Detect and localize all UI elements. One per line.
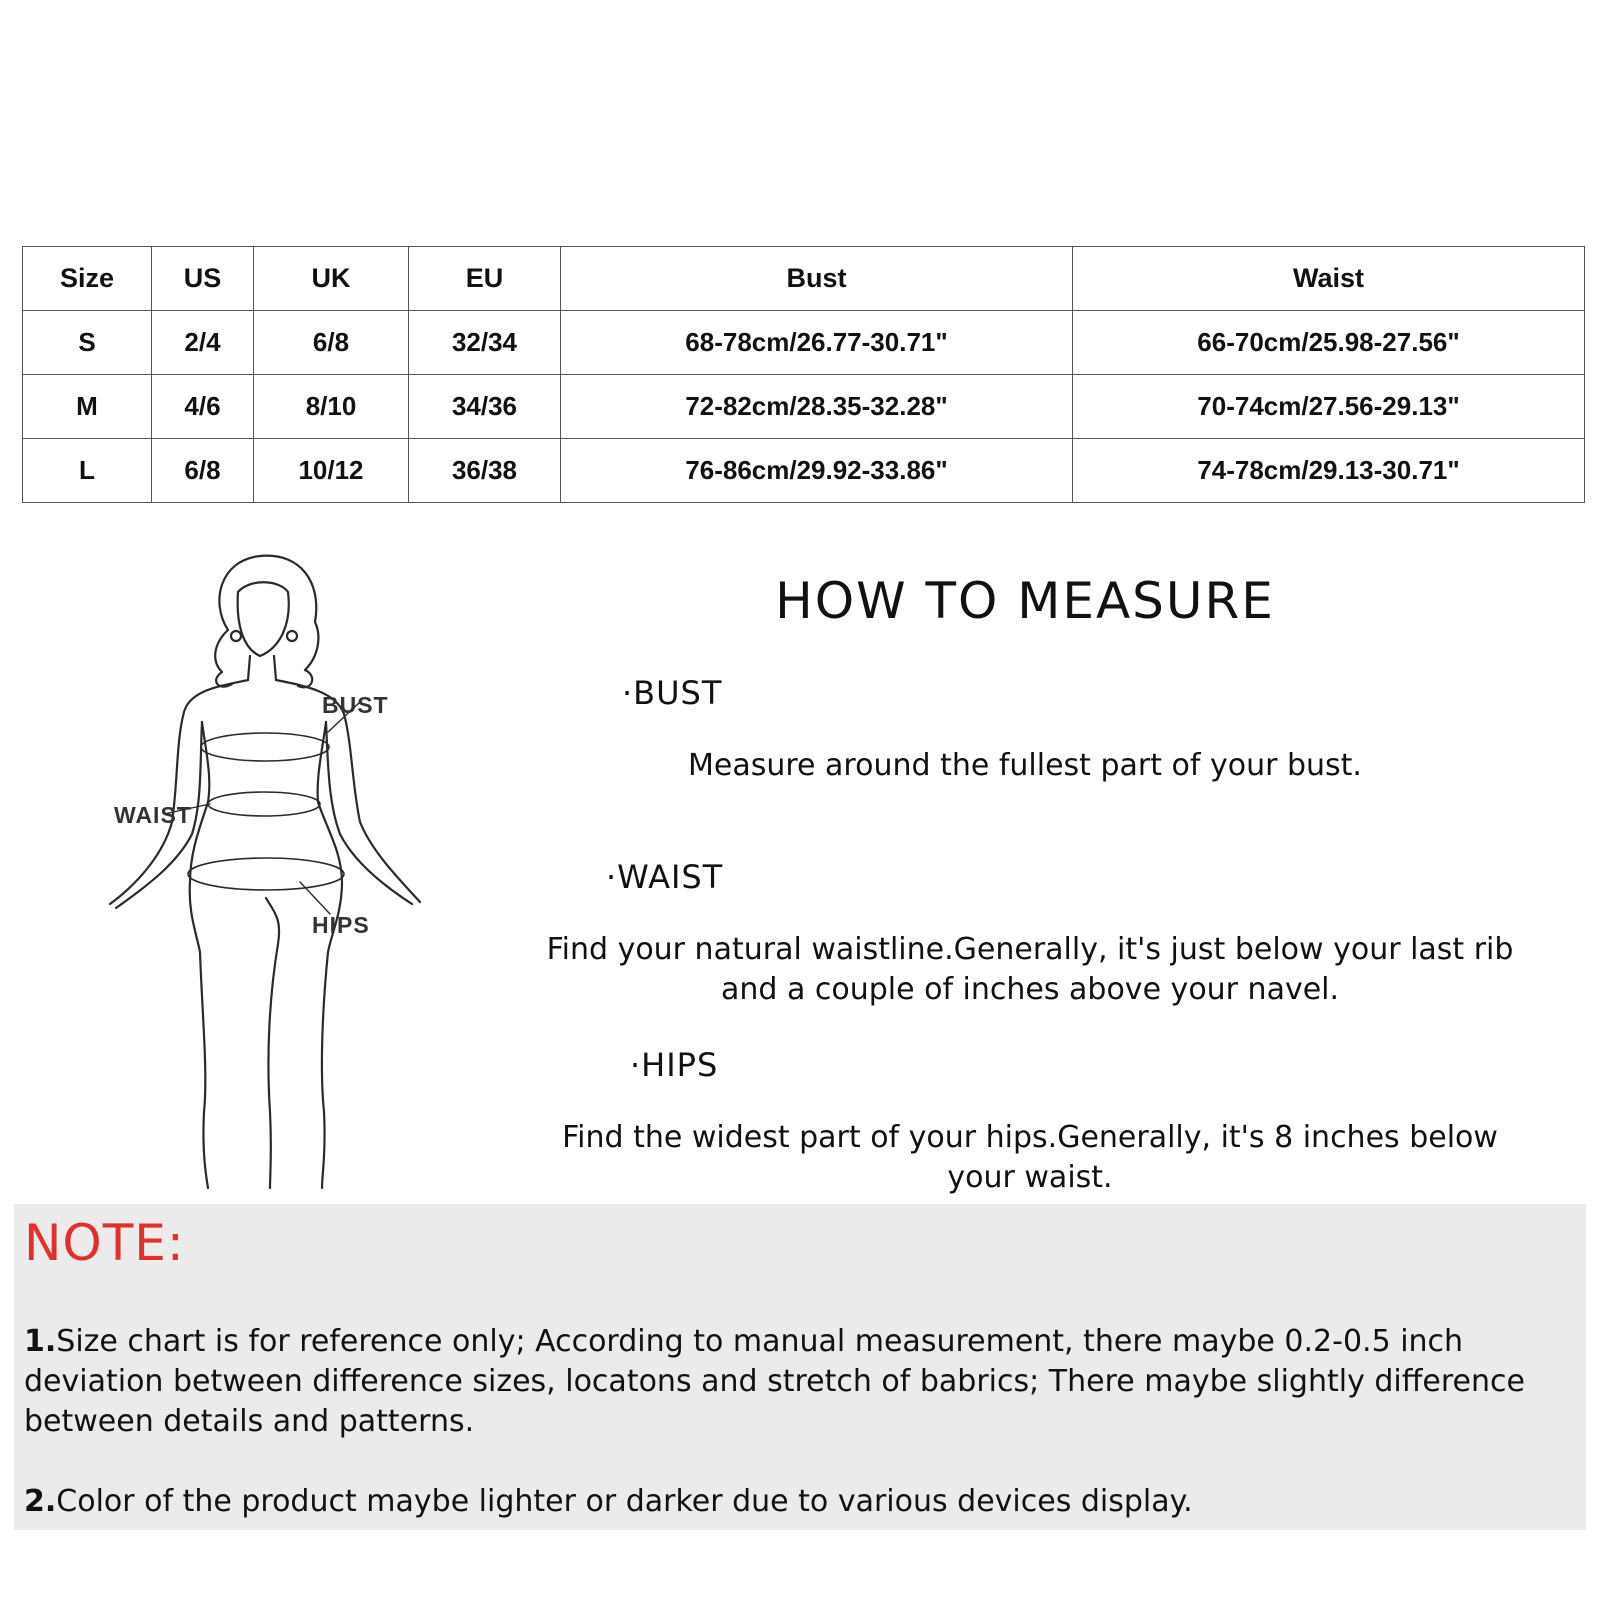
bust-description: Measure around the fullest part of your bust. — [688, 748, 1362, 783]
header-uk: UK — [254, 247, 409, 311]
table-row — [23, 439, 1585, 503]
cell-uk: 6/8 — [254, 311, 409, 375]
cell-us: 6/8 — [152, 439, 254, 503]
cell-size: S — [23, 311, 152, 375]
body-outline-illustration — [60, 552, 480, 1192]
hips-description-line2: your waist. — [947, 1160, 1113, 1195]
cell-us: 4/6 — [152, 375, 254, 439]
figure-label-hips: HIPS — [312, 912, 370, 938]
header-us: US — [152, 247, 254, 311]
cell-eu: 36/38 — [409, 439, 561, 503]
figure-label-waist: WAIST — [114, 802, 192, 828]
cell-waist: 66-70cm/25.98-27.56" — [1073, 311, 1585, 375]
figure-label-bust: BUST — [322, 692, 389, 718]
table-row — [23, 311, 1585, 375]
cell-bust: 76-86cm/29.92-33.86" — [561, 439, 1073, 503]
header-waist: Waist — [1073, 247, 1585, 311]
cell-uk: 10/12 — [254, 439, 409, 503]
hips-description — [520, 1118, 1540, 1198]
note-panel — [14, 1204, 1586, 1530]
note-title: NOTE: — [24, 1214, 185, 1272]
hips-heading: ·HIPS — [630, 1046, 719, 1084]
note-item-2-text: Color of the product maybe lighter or darker due to various devices display. — [56, 1484, 1193, 1519]
note-item-2-number: 2. — [24, 1484, 57, 1519]
header-eu: EU — [409, 247, 561, 311]
table-header-row — [23, 247, 1585, 311]
cell-bust: 68-78cm/26.77-30.71" — [561, 311, 1073, 375]
cell-uk: 8/10 — [254, 375, 409, 439]
how-to-measure-title: HOW TO MEASURE — [775, 572, 1275, 630]
table-row — [23, 375, 1585, 439]
body-measurement-figure — [60, 552, 480, 1192]
size-chart-table — [22, 246, 1585, 503]
waist-description — [520, 930, 1540, 1010]
note-item-1-number: 1. — [24, 1324, 57, 1359]
note-item-1-line3: between details and patterns. — [24, 1404, 475, 1439]
cell-eu: 34/36 — [409, 375, 561, 439]
hips-description-line1: Find the widest part of your hips.Generally, it's 8 inches below — [562, 1120, 1498, 1155]
header-bust: Bust — [561, 247, 1073, 311]
cell-size: L — [23, 439, 152, 503]
note-item-2 — [24, 1482, 1574, 1522]
note-item-1-line1: Size chart is for reference only; According to manual measurement, there maybe 0.2-0.5 inch — [56, 1324, 1464, 1359]
cell-size: M — [23, 375, 152, 439]
cell-eu: 32/34 — [409, 311, 561, 375]
note-item-1 — [24, 1322, 1574, 1442]
bust-heading: ·BUST — [622, 674, 723, 712]
cell-waist: 74-78cm/29.13-30.71" — [1073, 439, 1585, 503]
cell-waist: 70-74cm/27.56-29.13" — [1073, 375, 1585, 439]
cell-bust: 72-82cm/28.35-32.28" — [561, 375, 1073, 439]
note-item-1-line2: deviation between difference sizes, locatons and stretch of babrics; There maybe slightly difference — [24, 1364, 1525, 1399]
header-size: Size — [23, 247, 152, 311]
waist-description-line1: Find your natural waistline.Generally, it's just below your last rib — [546, 932, 1514, 967]
waist-heading: ·WAIST — [606, 858, 724, 896]
waist-description-line2: and a couple of inches above your navel. — [720, 972, 1340, 1007]
cell-us: 2/4 — [152, 311, 254, 375]
